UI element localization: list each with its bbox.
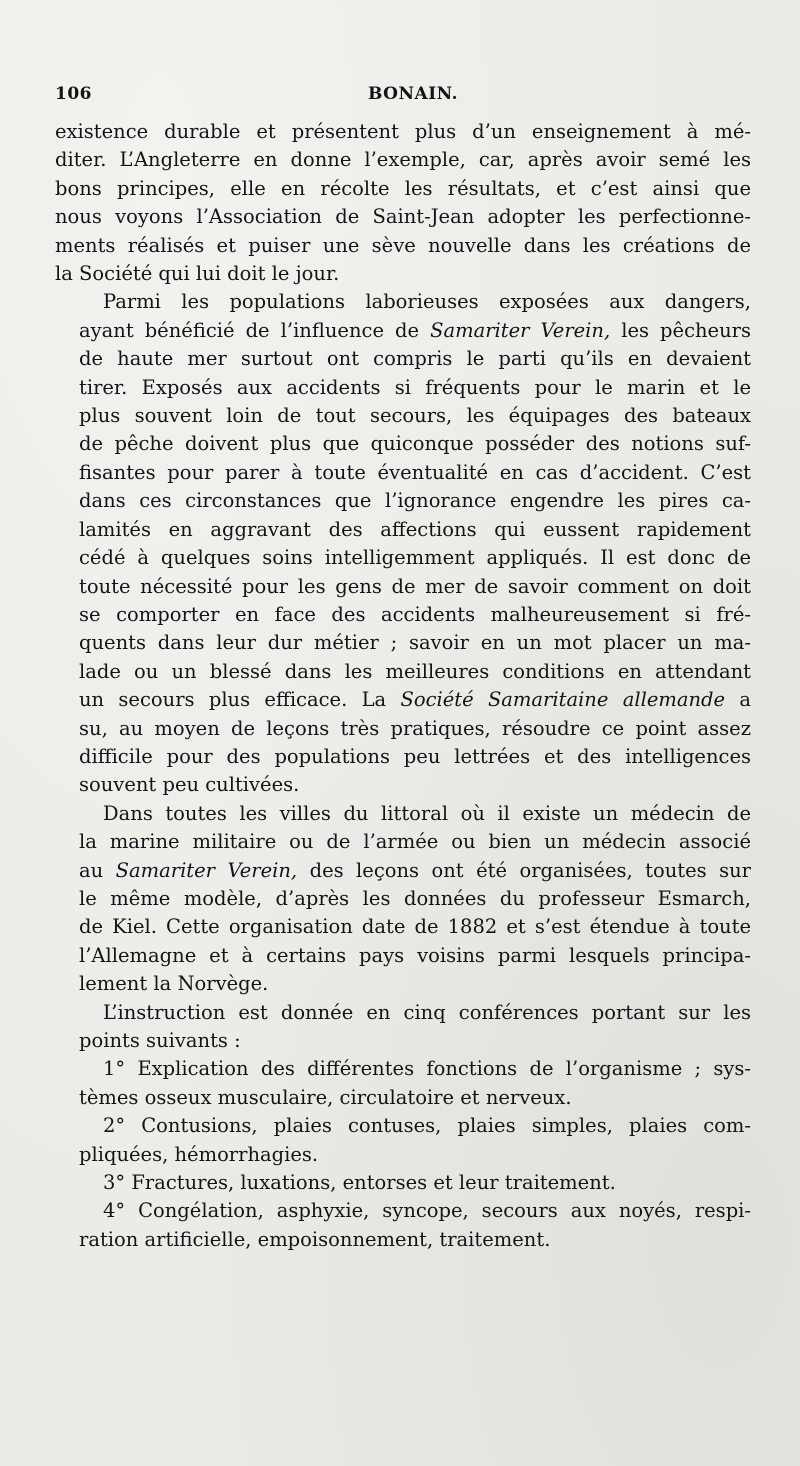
text-segment: l’Allemagne et à certains pays voisins parmi lesquels principa- [79,943,751,967]
text-line [55,374,751,402]
text-segment: Parmi les populations laborieuses exposées aux dangers, [103,290,751,314]
text-segment: toute nécessité pour les gens de mer de savoir comment on doit [79,574,751,598]
text-segment: se comporter en face des accidents malheureusement si fré- [79,602,751,626]
text-segment: de pêche doivent plus que quiconque posséder des notions suf- [79,432,751,456]
text-segment: Dans toutes les villes du littoral où il existe un médecin de [103,801,751,825]
text-segment: la marine militaire ou de l’armée ou bien un médecin associé [79,830,751,854]
text-line [55,715,751,743]
text-line [55,516,751,544]
text-segment: 1° Explication des différentes fonctions de l’organisme ; sys- [103,1057,751,1081]
text-segment: 3° Fractures, luxations, entorses et leur traitement. [103,1171,616,1195]
text-line [55,175,751,203]
text-segment: au [79,858,116,882]
text-segment: 4° Congélation, asphyxie, syncope, secours aux noyés, respi- [103,1199,751,1223]
text-segment: tèmes osseux musculaire, circulatoire et nerveux. [79,1085,572,1109]
text-segment: de Kiel. Cette organisation date de 1882 et s’est étendue à toute [79,915,751,939]
paragraph [55,288,751,799]
paragraph [55,800,751,999]
text-segment: pliquées, hémorrhagies. [79,1142,319,1166]
text-segment: lement la Norvège. [79,972,269,996]
text-line [55,1027,751,1055]
text-segment: difficile pour des populations peu lettrées et des intelligences [79,744,751,768]
text-segment: L’instruction est donnée en cinq conférences portant sur les [103,1000,751,1024]
text-line [55,232,751,260]
text-line [55,1084,751,1112]
text-line [55,487,751,515]
text-segment: lamités en aggravant des affections qui eussent rapidement [79,517,751,541]
text-segment: points suivants : [79,1029,241,1052]
text-segment: fisantes pour parer à toute éventualité en cas d’accident. C’est [79,460,751,484]
text-segment: su, au moyen de leçons très pratiques, résoudre ce point assez [79,716,751,740]
text-line [55,771,751,799]
text-segment: souvent peu cultivées. [79,773,300,797]
text-segment: 2° Contusions, plaies contuses, plaies simples, plaies com- [103,1114,751,1138]
text-line [55,828,751,856]
italic-text: Samariter Verein, [115,858,298,882]
text-line [55,260,751,288]
text-line [55,686,751,714]
text-segment: diter. L’Angleterre en donne l’exemple, car, après avoir semé les [55,148,751,172]
text-line [55,857,751,885]
text-segment: ments réalisés et puiser une sève nouvelle dans les créations de [55,233,751,257]
paragraph [55,1197,751,1254]
text-line [55,942,751,970]
text-line [55,1055,751,1083]
text-segment: quents dans leur dur métier ; savoir en un mot placer un ma- [79,631,751,655]
text-line [55,629,751,657]
text-line [55,118,751,146]
text-line [55,317,751,345]
text-line [55,288,751,316]
text-line [55,970,751,998]
text-segment: de haute mer surtout ont compris le parti qu’ils en devaient [79,347,751,371]
text-line [55,1197,751,1225]
text-segment: plus souvent loin de tout secours, les équipages des bateaux [79,404,751,428]
text-line [55,601,751,629]
text-line [55,1226,751,1254]
text-segment: le même modèle, d’après les données du professeur Esmarch, [79,886,751,910]
text-segment: ration artificielle, empoisonnement, traitement. [79,1227,551,1251]
text-line [55,203,751,231]
text-line [55,459,751,487]
text-segment: ayant bénéficié de l’influence de [79,318,431,342]
paragraph [55,999,751,1056]
text-line [55,544,751,572]
text-segment: nous voyons l’Association de Saint-Jean adopter les perfectionne- [55,205,751,229]
italic-text: Société Samaritaine allemande [400,688,726,712]
running-head: BONAIN. [368,84,459,104]
text-line [55,1141,751,1169]
text-line [55,573,751,601]
page-number: 106 [55,84,92,104]
page-header [55,84,755,110]
text-line [55,1112,751,1140]
paragraph [55,1169,751,1197]
text-segment: tirer. Exposés aux accidents si fréquents pour le marin et le [79,375,751,399]
paragraph [55,1055,751,1112]
text-line [55,1169,751,1197]
text-line [55,913,751,941]
text-segment: les pêcheurs [610,318,751,342]
text-line [55,345,751,373]
text-segment: des leçons ont été organisées, toutes sur [297,858,752,882]
text-segment: dans ces circonstances que l’ignorance engendre les pires ca- [79,489,751,513]
text-segment: a [725,688,751,712]
paragraph [55,1112,751,1169]
text-line [55,999,751,1027]
text-segment: existence durable et présentent plus d’un enseignement à mé- [55,120,751,143]
paragraph [55,118,751,288]
text-line [55,800,751,828]
text-line [55,430,751,458]
text-line [55,146,751,174]
text-segment: lade ou un blessé dans les meilleures conditions en attendant [79,659,751,683]
text-segment: cédé à quelques soins intelligemment appliqués. Il est donc de [79,546,751,570]
text-segment: la Société qui lui doit le jour. [55,262,340,286]
text-segment: bons principes, elle en récolte les résultats, et c’est ainsi que [55,176,751,200]
text-segment: un secours plus efficace. La [79,688,401,712]
text-line [55,402,751,430]
text-line [55,743,751,771]
italic-text: Samariter Verein, [430,318,611,342]
text-line [55,885,751,913]
body-text [55,118,751,1254]
text-line [55,658,751,686]
